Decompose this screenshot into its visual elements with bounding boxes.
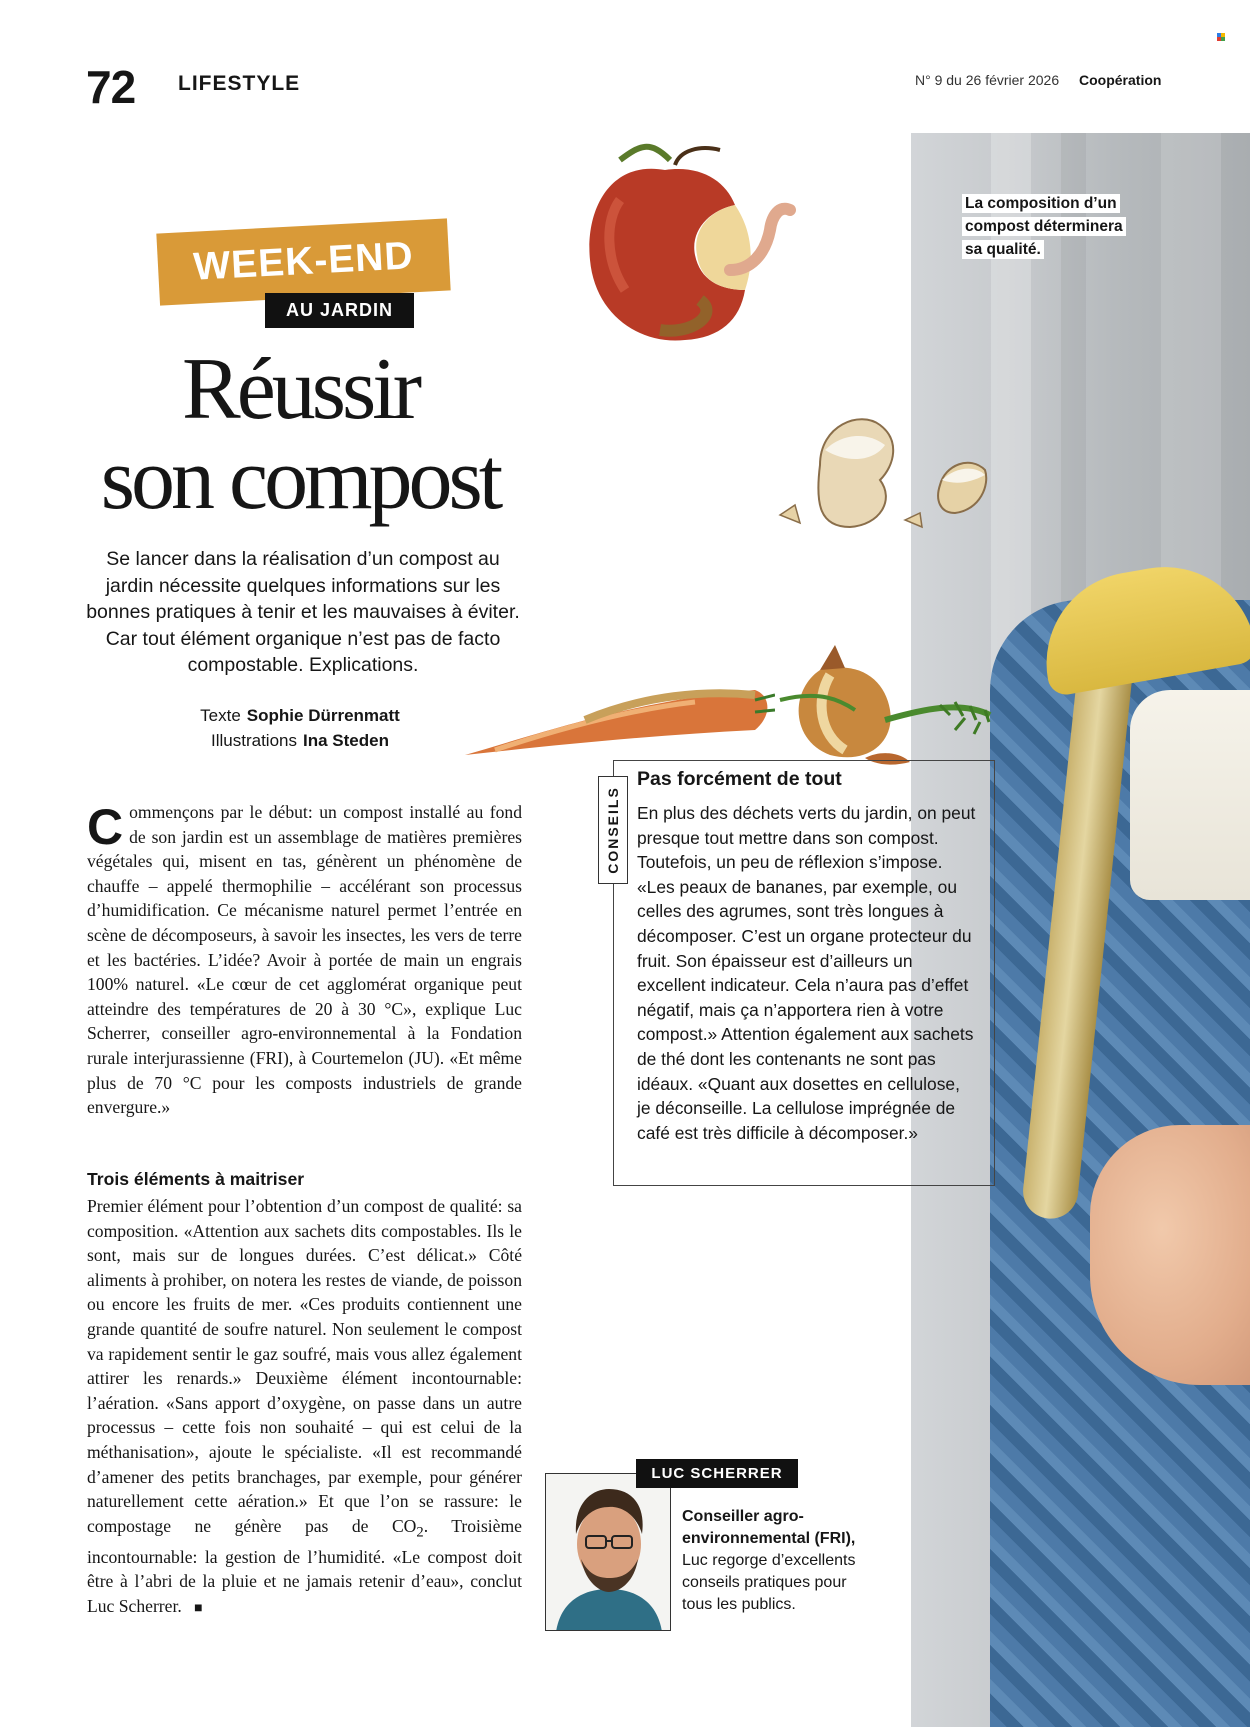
co2-subscript: 2 bbox=[416, 1524, 424, 1541]
body-paragraph-2 bbox=[87, 1194, 522, 1622]
logo-mark-icon bbox=[1217, 33, 1225, 41]
expert-role: Conseiller agro-environnemental (FRI), bbox=[682, 1508, 856, 1547]
conseils-title: Pas forcément de tout bbox=[637, 768, 842, 790]
eggshell-icon bbox=[770, 405, 1020, 535]
portrait-photo bbox=[546, 1474, 671, 1631]
weekend-tag: WEEK-END bbox=[156, 218, 450, 305]
subheading: Trois éléments à maitriser bbox=[87, 1169, 305, 1189]
paragraph-1-text: ommençons par le début: un compost installé au fond de son jardin est un assemblage de matières premières végétales qui, misent en tas, génèrent un phénomène de chauffe – appelé thermophilie – accélérant son processus d’humidification. Ce mécanisme naturel permet l’entrée en scène de décomposeurs, à savoir les insectes, les vers de terre et les bactéries. L’idée? Avoir à portée de main un engrais 100% naturel. «Le cœur de cet agglomérat organique peut atteindre des températures de 20 à 30 °C», explique Luc Scherrer, conseiller agro-environnemental à la Fondation rurale interjurassienne (FRI), à Courtemelon (JU). «Et même plus de 70 °C pour les composts industriels de grande envergure.» bbox=[87, 802, 522, 1118]
credit-text bbox=[150, 703, 450, 728]
headline-line-1: Réussir bbox=[182, 341, 418, 438]
publication-name: Coopération bbox=[1079, 72, 1162, 88]
drop-cap: C bbox=[87, 799, 124, 855]
onion-icon bbox=[760, 640, 1060, 780]
conseils-tag: CONSEILS bbox=[598, 776, 628, 884]
section-name: LIFESTYLE bbox=[178, 72, 301, 95]
article-lead: Se lancer dans la réalisation d’un compost au jardin nécessite quelques informations sur les bonnes pratiques à tenir et les mauvaises à éviter. Car tout élément organique n’est pas de facto compostable. Explications. bbox=[86, 548, 520, 676]
credit-text-label: Texte bbox=[200, 706, 241, 725]
au-jardin-tag: AU JARDIN bbox=[265, 293, 414, 328]
author-name: Sophie Dürrenmatt bbox=[246, 706, 400, 725]
end-mark: ■ bbox=[194, 1601, 203, 1617]
issue-date: N° 9 du 26 février 2026 bbox=[915, 72, 1060, 88]
expert-description: Luc regorge d’excellents conseils pratiques pour tous les publics. bbox=[682, 1552, 856, 1613]
expert-name-tag: LUC SCHERRER bbox=[636, 1459, 798, 1488]
expert-portrait bbox=[545, 1473, 671, 1631]
photo-banana-flesh bbox=[1130, 690, 1250, 900]
apple-with-worm-icon bbox=[580, 140, 820, 355]
illustrator-name: Ina Steden bbox=[303, 731, 389, 750]
credit-illustrations-label: Illustrations bbox=[211, 731, 297, 750]
paragraph-2-text: Premier élément pour l’obtention d’un compost de qualité: sa composition. «Attention aux sachets dits compostables. Ils le sont, mais sur de longues durées. C’est délicat.» Côté aliments à prohiber, on notera les restes de viande, de poisson ou encore les fruits de mer. «Ces produits contiennent une grande quantité de soufre naturel. Non seulement le compost va rapidement sentir le gaz soufré, mais vous allez également attirer les renards.» Deuxième élément incontournable: l’aération. «Sans apport d’oxygène, on passe dans un autre processus – cette fois non souhaité – qui est celui de la méthanisation», ajoute le spécialiste. «Il est recommandé d’amener des petits branchages, par exemple, pour générer naturellement cette aération.» Et que l’on se rassure: le compostage ne génère pas de CO bbox=[87, 1196, 522, 1536]
headline bbox=[70, 341, 530, 528]
conseils-body: En plus des déchets verts du jardin, on peut presque tout mettre dans son compost. Toutefois, un peu de réflexion s’impose. «Les peaux de bananes, par exemple, ou celles des agrumes, sont très longues à décomposer. C’est un organe protecteur du fruit. Son épaisseur est d’ailleurs un excellent indicateur. Cela n’aura pas d’effet négatif, mais ça n’apportera rien à votre compost.» Attention également aux sachets de thé dont les contenants ne sont pas idéaux. «Quant aux dosettes en cellulose, je déconseille. La cellulose imprégnée de café est très difficile à décomposer.» bbox=[637, 803, 976, 1143]
page-number: 72 bbox=[86, 61, 136, 113]
photo-caption: La composition d’un compost déterminera sa qualité. bbox=[962, 192, 1142, 261]
credit-illustrations bbox=[150, 728, 450, 753]
paragraph-2-text-end: . Troisième incontournable: la gestion de l’humidité. «Le compost doit être à l’abri de la pluie et ne jamais retenir d’eau», conclut Luc Scherrer. bbox=[87, 1515, 522, 1617]
headline-line-2: son compost bbox=[100, 431, 500, 528]
body-paragraph-1 bbox=[87, 800, 522, 1120]
